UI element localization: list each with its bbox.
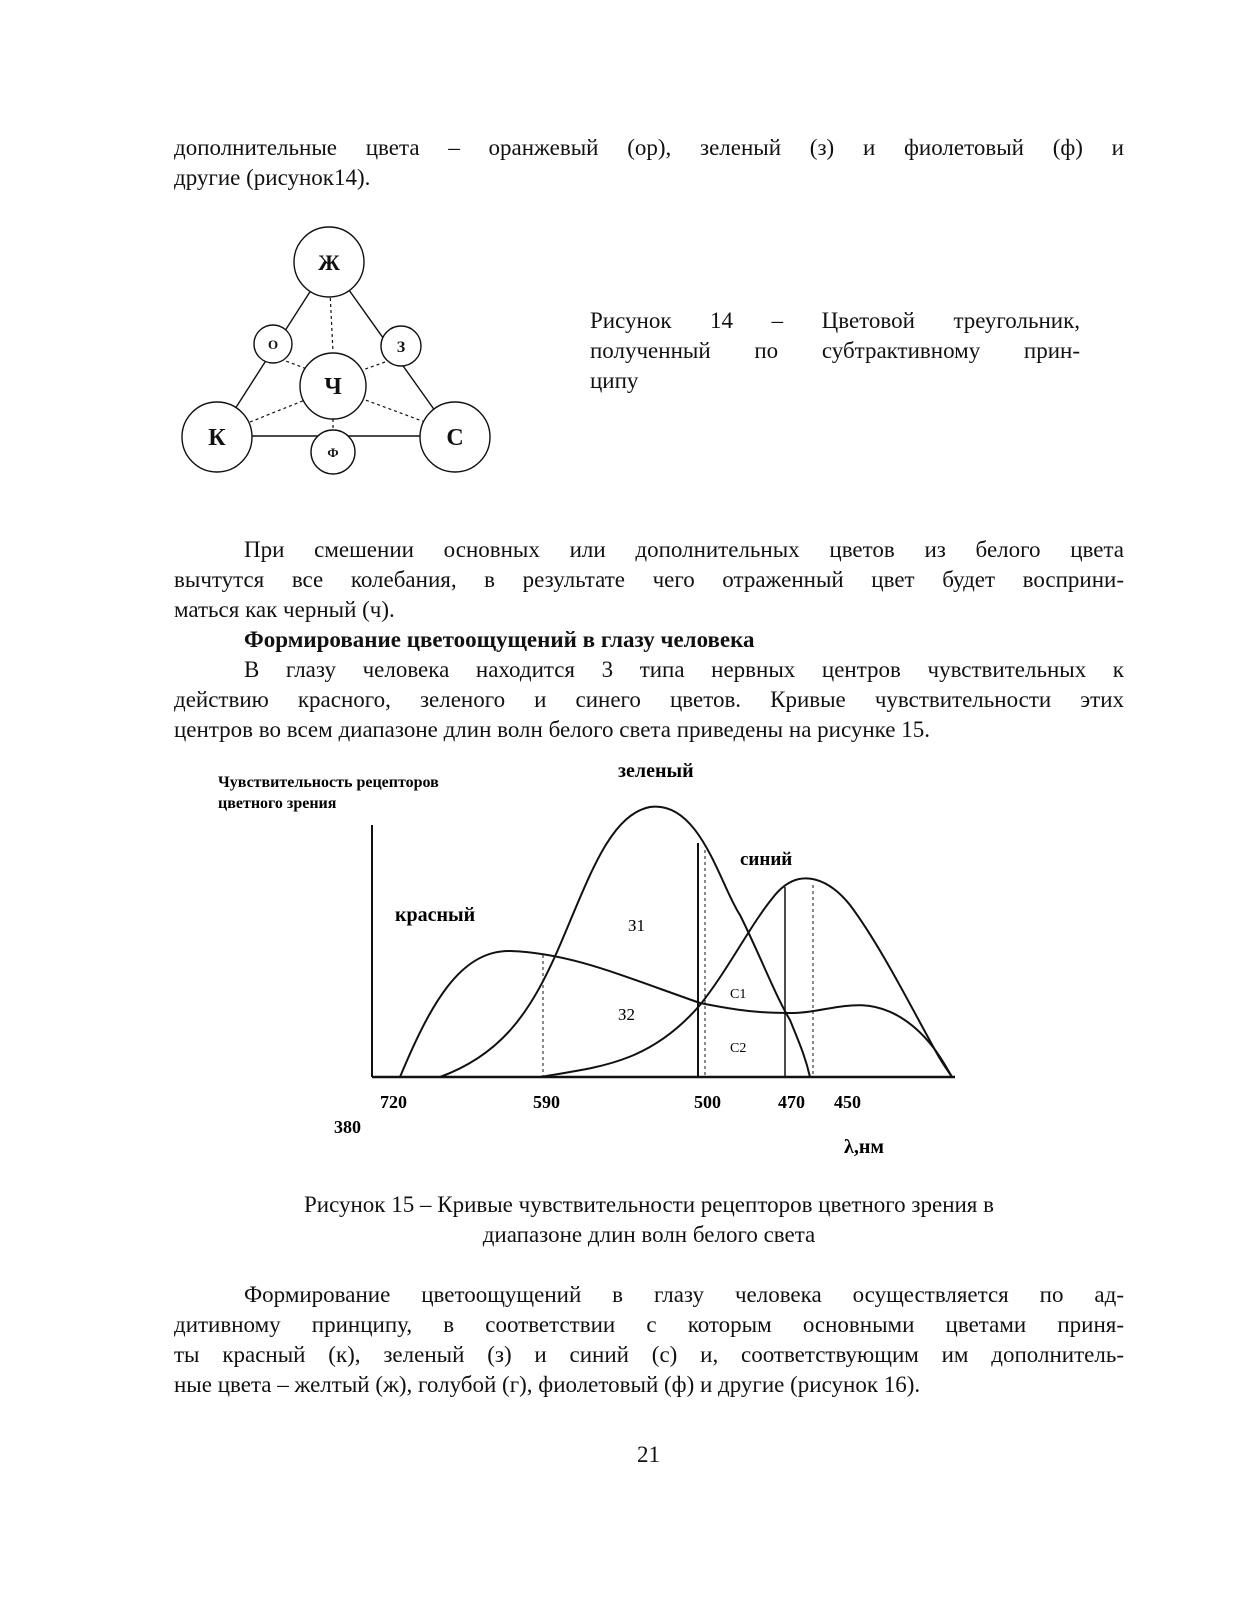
- caption-line: Рисунок 15 – Кривые чувствительности рецепторов цветного зрения в: [303, 1192, 994, 1217]
- node-o-label: О: [267, 337, 279, 352]
- x-axis-label: λ,нм: [844, 1136, 884, 1158]
- x-extra-label-380: 380: [334, 1117, 361, 1137]
- section-heading: [244, 625, 1124, 655]
- chart-ylabel-line1: Чувствительность рецепторов: [218, 774, 439, 791]
- text-line: дополнительные цвета – оранжевый (ор), зеленый (з) и фиолетовый (ф) и: [174, 135, 1124, 160]
- caption-line: ципу: [590, 368, 639, 393]
- text-line: При смешении основных или дополнительных цветов из белого цвета: [244, 537, 1124, 562]
- paragraph-additive: [174, 1280, 1124, 1400]
- x-tick-450: 450: [834, 1092, 861, 1112]
- chart-ylabel-line2: цветного зрения: [218, 795, 337, 812]
- node-z-label: З: [396, 339, 406, 356]
- annotation-s1: С1: [730, 987, 747, 1002]
- label-red: красный: [395, 904, 476, 926]
- label-blue: синий: [740, 849, 793, 870]
- text-line: В глазу человека находится 3 типа нервных центров чувствительных к: [244, 657, 1124, 682]
- node-zh-label: Ж: [318, 250, 340, 275]
- paragraph-intro: [174, 133, 1124, 193]
- node-ch-label: Ч: [324, 374, 342, 400]
- text-line: вычтутся все колебания, в результате чего отраженный цвет будет восприни-: [174, 567, 1124, 592]
- heading-text: Формирование цветоощущений в глазу человека: [244, 627, 755, 652]
- node-k-label: К: [208, 425, 226, 451]
- series-green-curve: [440, 807, 810, 1077]
- text-line: маться как черный (ч).: [174, 597, 395, 622]
- paragraph-eye: [174, 655, 1124, 745]
- annotation-s2: С2: [730, 1041, 747, 1056]
- annotation-z2: З2: [618, 1005, 636, 1024]
- annotation-z1: З1: [628, 916, 646, 935]
- x-tick-590: 590: [533, 1092, 560, 1112]
- paragraph-mixing: [174, 535, 1124, 625]
- caption-line: Рисунок 14 – Цветовой треугольник,: [590, 308, 1080, 333]
- caption-line: полученный по субтрактивному прин-: [590, 338, 1080, 363]
- text-line: действию красного, зеленого и синего цветов. Кривые чувствительности этих: [174, 687, 1124, 712]
- text-line: центров во всем диапазоне длин волн белого света приведены на рисунке 15.: [174, 717, 930, 742]
- text-line: Формирование цветоощущений в глазу человека осуществляется по ад-: [244, 1282, 1124, 1307]
- figure15-caption: [174, 1190, 1124, 1250]
- node-f-label: Ф: [327, 445, 339, 460]
- node-s-label: С: [446, 425, 464, 451]
- x-tick-720: 720: [380, 1092, 407, 1112]
- x-tick-470: 470: [778, 1092, 805, 1112]
- caption-line: диапазоне длин волн белого света: [482, 1222, 816, 1247]
- x-tick-500: 500: [694, 1092, 721, 1112]
- figure14-caption: [590, 306, 1080, 396]
- series-red-curve: [400, 951, 952, 1077]
- page-number: 21: [637, 1442, 660, 1467]
- text-line: ные цвета – желтый (ж), голубой (г), фиолетовый (ф) и другие (рисунок 16).: [174, 1372, 921, 1397]
- color-triangle-diagram: [175, 222, 505, 492]
- label-green: зеленый: [618, 760, 694, 782]
- text-line: другие (рисунок14).: [174, 165, 371, 190]
- text-line: дитивному принципу, в соответствии с которым основными цветами приня-: [174, 1312, 1124, 1337]
- sensitivity-chart: [200, 755, 960, 1165]
- text-line: ты красный (к), зеленый (з) и синий (с) и, соответствующим им дополнитель-: [174, 1342, 1124, 1367]
